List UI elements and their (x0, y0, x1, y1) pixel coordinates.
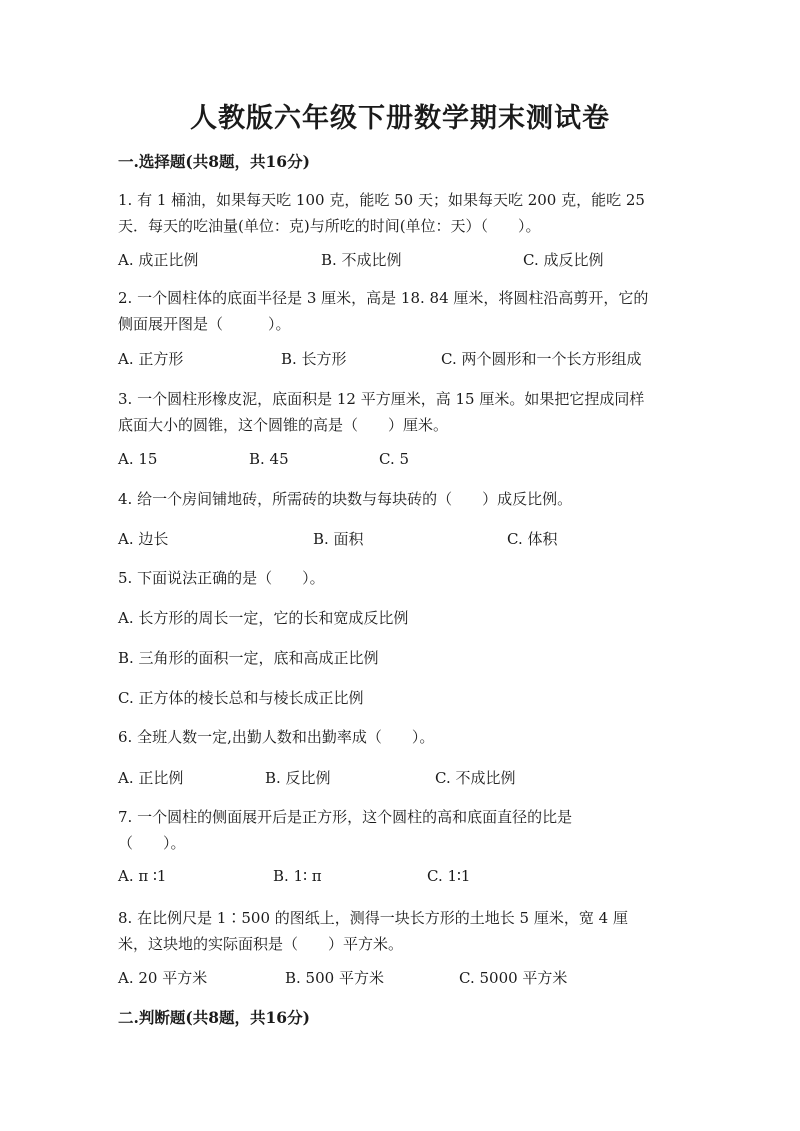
question-4-line-1: 4. 给一个房间铺地砖，所需砖的块数与每块砖的（ ）成反比例。 (118, 490, 573, 508)
question-3 (118, 386, 678, 438)
question-6-options (118, 767, 698, 789)
option-a: A. 正方形 (118, 350, 184, 368)
option-a: A. 正比例 (118, 769, 184, 787)
option-b: B. 面积 (313, 530, 364, 548)
option-b: B. 45 (249, 450, 289, 468)
question-7-line-1: 7. 一个圆柱的侧面展开后是正方形，这个圆柱的高和底面直径的比是 (118, 808, 573, 826)
option-b: B. 500 平方米 (285, 969, 384, 987)
option-b: B. 反比例 (265, 769, 331, 787)
question-8-line-1: 8. 在比例尺是 1∶500 的图纸上，测得一块长方形的土地长 5 厘米，宽 4 厘 (118, 909, 628, 927)
question-2-line-1: 2. 一个圆柱体的底面半径是 3 厘米，高是 18. 84 厘米，将圆柱沿高剪开，它的 (118, 289, 649, 307)
question-7-line-2: （ ）。 (118, 834, 186, 852)
option-a: A. 成正比例 (118, 251, 199, 269)
option-c: C. 5000 平方米 (459, 969, 568, 987)
option-c: C. 5 (379, 450, 410, 468)
section-heading-choice: 一.选择题(共8题，共16分) (118, 152, 310, 171)
option-a: A. 20 平方米 (118, 969, 208, 987)
question-8-line-2: 米，这块地的实际面积是（ ）平方米。 (118, 935, 404, 953)
question-8-options (118, 967, 698, 989)
question-4-options (118, 528, 698, 550)
option-c: C. 正方体的棱长总和与棱长成正比例 (118, 689, 364, 707)
question-2-options (118, 348, 698, 370)
option-a: A. 边长 (118, 530, 169, 548)
option-b: B. 1∶ π (273, 867, 322, 885)
question-1-line-1: 1. 有 1 桶油，如果每天吃 100 克，能吃 50 天；如果每天吃 200 克，能吃 25 (118, 191, 645, 209)
question-3-options (118, 450, 698, 472)
section-heading-judgement: 二.判断题(共8题，共16分) (118, 1008, 310, 1027)
question-7 (118, 804, 678, 856)
question-3-line-2: 底面大小的圆锥，这个圆锥的高是（ ）厘米。 (118, 416, 449, 434)
option-c: C. 两个圆形和一个长方形组成 (441, 350, 642, 368)
option-b: B. 不成比例 (321, 251, 402, 269)
question-4 (118, 486, 678, 512)
question-3-line-1: 3. 一个圆柱形橡皮泥，底面积是 12 平方厘米，高 15 厘米。如果把它捏成同样 (118, 390, 645, 408)
question-2 (118, 285, 678, 337)
option-a: A. π ∶1 (118, 867, 167, 885)
question-2-line-2: 侧面展开图是（ ）。 (118, 315, 291, 333)
option-c: C. 成反比例 (523, 251, 604, 269)
option-b: B. 三角形的面积一定，底和高成正比例 (118, 649, 379, 667)
question-5 (118, 565, 678, 591)
question-1-line-2: 天．每天的吃油量(单位：克)与所吃的时间(单位：天）（ ）。 (118, 217, 541, 235)
option-b: B. 长方形 (281, 350, 347, 368)
question-7-options (118, 867, 698, 889)
question-6-line-1: 6. 全班人数一定,出勤人数和出勤率成（ ）。 (118, 728, 435, 746)
option-a: A. 15 (118, 450, 158, 468)
question-1-options (118, 249, 698, 271)
question-1 (118, 187, 678, 239)
option-c: C. 体积 (507, 530, 558, 548)
question-8 (118, 905, 678, 957)
option-c: C. 1∶1 (427, 867, 471, 885)
option-c: C. 不成比例 (435, 769, 516, 787)
question-5-line-1: 5. 下面说法正确的是（ ）。 (118, 569, 325, 587)
option-a: A. 长方形的周长一定，它的长和宽成反比例 (118, 609, 409, 627)
page-title: 人教版六年级下册数学期末测试卷 (190, 103, 610, 134)
question-6 (118, 724, 678, 750)
